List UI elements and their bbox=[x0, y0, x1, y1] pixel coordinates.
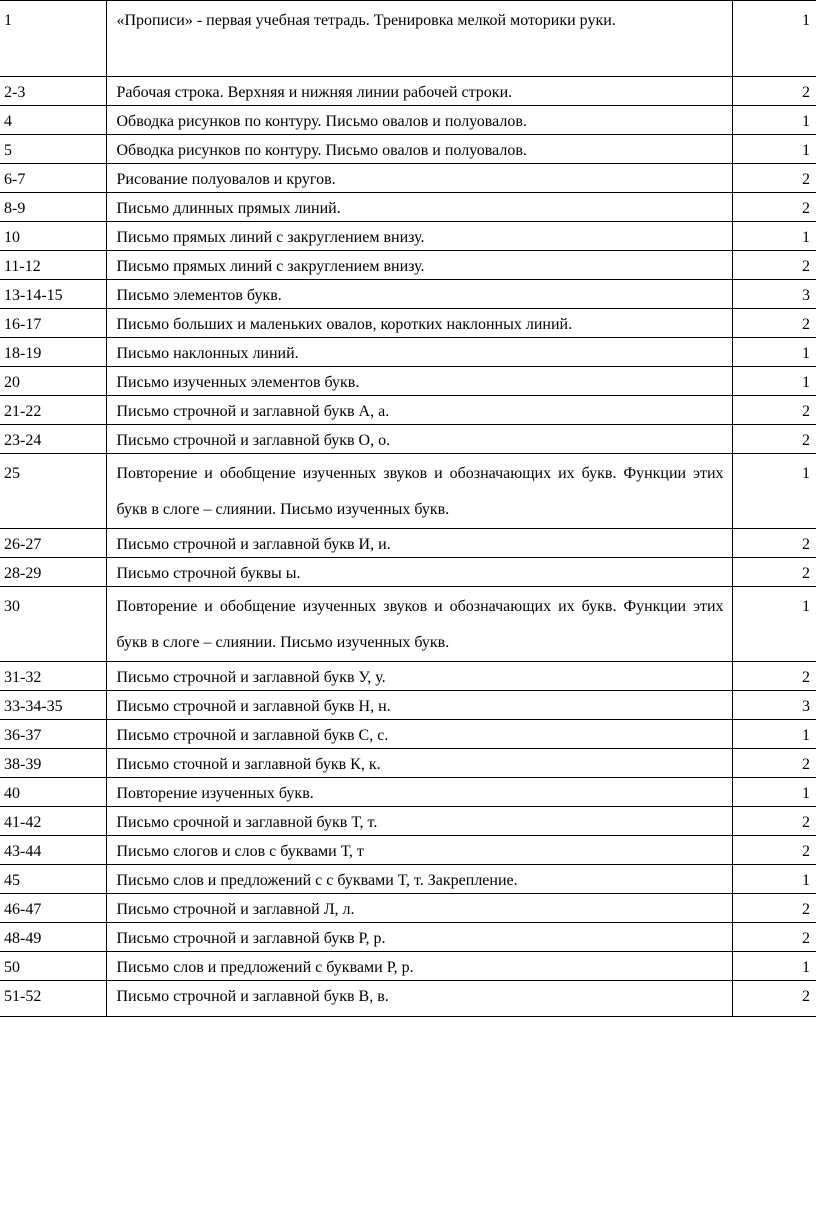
lesson-hours: 2 bbox=[732, 77, 816, 106]
lesson-number: 51-52 bbox=[0, 981, 106, 1017]
lesson-title: Письмо слов и предложений с буквами Р, р. bbox=[106, 952, 732, 981]
lesson-title: Письмо строчной и заглавной букв Р, р. bbox=[106, 923, 732, 952]
lesson-title: Письмо строчной и заглавной букв В, в. bbox=[106, 981, 732, 1017]
lesson-number: 25 bbox=[0, 454, 106, 529]
lesson-number: 41-42 bbox=[0, 807, 106, 836]
lesson-hours: 1 bbox=[732, 367, 816, 396]
table-row bbox=[0, 778, 816, 807]
lesson-hours: 1 bbox=[732, 1, 816, 77]
lesson-title: Письмо слов и предложений с с буквами Т, т. Закрепление. bbox=[106, 865, 732, 894]
lesson-hours: 2 bbox=[732, 309, 816, 338]
lesson-title: Письмо строчной и заглавной Л, л. bbox=[106, 894, 732, 923]
lesson-hours: 2 bbox=[732, 749, 816, 778]
lesson-title: Письмо срочной и заглавной букв Т, т. bbox=[106, 807, 732, 836]
table-row bbox=[0, 77, 816, 106]
lesson-hours: 2 bbox=[732, 193, 816, 222]
lesson-title: Письмо сточной и заглавной букв К, к. bbox=[106, 749, 732, 778]
table-row bbox=[0, 836, 816, 865]
lesson-title: Письмо строчной и заглавной букв И, и. bbox=[106, 529, 732, 558]
lesson-number: 23-24 bbox=[0, 425, 106, 454]
lesson-hours: 2 bbox=[732, 251, 816, 280]
lesson-hours: 1 bbox=[732, 135, 816, 164]
table-row bbox=[0, 952, 816, 981]
table-row bbox=[0, 529, 816, 558]
lesson-number: 28-29 bbox=[0, 558, 106, 587]
lesson-number: 50 bbox=[0, 952, 106, 981]
table-row bbox=[0, 749, 816, 778]
lesson-number: 18-19 bbox=[0, 338, 106, 367]
lesson-hours: 1 bbox=[732, 454, 816, 529]
lesson-hours: 2 bbox=[732, 836, 816, 865]
table-row bbox=[0, 865, 816, 894]
lesson-title: Письмо наклонных линий. bbox=[106, 338, 732, 367]
lesson-number: 26-27 bbox=[0, 529, 106, 558]
lesson-title: Обводка рисунков по контуру. Письмо овалов и полуовалов. bbox=[106, 106, 732, 135]
lesson-number: 48-49 bbox=[0, 923, 106, 952]
lesson-number: 6-7 bbox=[0, 164, 106, 193]
lesson-title: Письмо больших и маленьких овалов, коротких наклонных линий. bbox=[106, 309, 732, 338]
table-row bbox=[0, 338, 816, 367]
lesson-title: «Прописи» - первая учебная тетрадь. Тренировка мелкой моторики руки. bbox=[106, 1, 732, 77]
lesson-number: 13-14-15 bbox=[0, 280, 106, 309]
table-row bbox=[0, 309, 816, 338]
lesson-number: 16-17 bbox=[0, 309, 106, 338]
table-row bbox=[0, 691, 816, 720]
table-row bbox=[0, 135, 816, 164]
lesson-title: Письмо прямых линий с закруглением внизу. bbox=[106, 251, 732, 280]
lesson-hours: 1 bbox=[732, 338, 816, 367]
lesson-number: 38-39 bbox=[0, 749, 106, 778]
lesson-title: Письмо строчной и заглавной букв У, у. bbox=[106, 662, 732, 691]
lesson-number: 1 bbox=[0, 1, 106, 77]
lesson-number: 20 bbox=[0, 367, 106, 396]
lesson-hours: 2 bbox=[732, 981, 816, 1017]
lesson-hours: 2 bbox=[732, 164, 816, 193]
lesson-hours: 2 bbox=[732, 396, 816, 425]
table-row bbox=[0, 251, 816, 280]
lesson-title: Письмо строчной и заглавной букв О, о. bbox=[106, 425, 732, 454]
lesson-number: 4 bbox=[0, 106, 106, 135]
lesson-number: 40 bbox=[0, 778, 106, 807]
table-row bbox=[0, 280, 816, 309]
table-row bbox=[0, 558, 816, 587]
lesson-hours: 2 bbox=[732, 425, 816, 454]
lesson-number: 46-47 bbox=[0, 894, 106, 923]
lesson-title: Письмо изученных элементов букв. bbox=[106, 367, 732, 396]
table-row bbox=[0, 720, 816, 749]
lesson-title: Письмо строчной буквы ы. bbox=[106, 558, 732, 587]
lesson-hours: 1 bbox=[732, 952, 816, 981]
lesson-hours: 2 bbox=[732, 807, 816, 836]
lesson-title: Письмо длинных прямых линий. bbox=[106, 193, 732, 222]
lesson-title: Повторение изученных букв. bbox=[106, 778, 732, 807]
lesson-hours: 1 bbox=[732, 865, 816, 894]
table-row bbox=[0, 164, 816, 193]
lesson-number: 45 bbox=[0, 865, 106, 894]
table-row bbox=[0, 894, 816, 923]
lesson-title: Письмо прямых линий с закруглением внизу. bbox=[106, 222, 732, 251]
lesson-hours: 1 bbox=[732, 587, 816, 662]
lesson-number: 43-44 bbox=[0, 836, 106, 865]
lesson-title: Письмо строчной и заглавной букв Н, н. bbox=[106, 691, 732, 720]
lesson-title: Повторение и обобщение изученных звуков и обозначающих их букв. Функции этих букв в слоге – слиянии. Письмо изученных букв. bbox=[106, 587, 732, 662]
lesson-title: Рабочая строка. Верхняя и нижняя линии рабочей строки. bbox=[106, 77, 732, 106]
lesson-hours: 2 bbox=[732, 894, 816, 923]
lesson-hours: 2 bbox=[732, 529, 816, 558]
lesson-title: Обводка рисунков по контуру. Письмо овалов и полуовалов. bbox=[106, 135, 732, 164]
lesson-number: 5 bbox=[0, 135, 106, 164]
table-row bbox=[0, 1, 816, 77]
lesson-title: Повторение и обобщение изученных звуков и обозначающих их букв. Функции этих букв в слоге – слиянии. Письмо изученных букв. bbox=[106, 454, 732, 529]
lesson-number: 33-34-35 bbox=[0, 691, 106, 720]
lesson-number: 11-12 bbox=[0, 251, 106, 280]
lesson-hours: 1 bbox=[732, 222, 816, 251]
table-row bbox=[0, 923, 816, 952]
table-row bbox=[0, 807, 816, 836]
lesson-title: Рисование полуовалов и кругов. bbox=[106, 164, 732, 193]
table-row bbox=[0, 454, 816, 529]
lesson-hours: 3 bbox=[732, 691, 816, 720]
lesson-hours: 1 bbox=[732, 106, 816, 135]
table-row bbox=[0, 396, 816, 425]
table-row bbox=[0, 587, 816, 662]
lesson-hours: 2 bbox=[732, 662, 816, 691]
lesson-title: Письмо строчной и заглавной букв А, а. bbox=[106, 396, 732, 425]
lesson-title: Письмо элементов букв. bbox=[106, 280, 732, 309]
table-row bbox=[0, 106, 816, 135]
lesson-hours: 2 bbox=[732, 558, 816, 587]
lesson-number: 31-32 bbox=[0, 662, 106, 691]
lesson-number: 2-3 bbox=[0, 77, 106, 106]
lesson-title: Письмо строчной и заглавной букв С, с. bbox=[106, 720, 732, 749]
lesson-hours: 1 bbox=[732, 720, 816, 749]
table-row bbox=[0, 222, 816, 251]
table-row bbox=[0, 425, 816, 454]
table-row bbox=[0, 981, 816, 1017]
table-row bbox=[0, 367, 816, 396]
lesson-hours: 1 bbox=[732, 778, 816, 807]
lesson-hours: 2 bbox=[732, 923, 816, 952]
lesson-number: 30 bbox=[0, 587, 106, 662]
lesson-title: Письмо слогов и слов с буквами Т, т bbox=[106, 836, 732, 865]
lesson-hours: 3 bbox=[732, 280, 816, 309]
lesson-number: 8-9 bbox=[0, 193, 106, 222]
lesson-number: 10 bbox=[0, 222, 106, 251]
lesson-number: 36-37 bbox=[0, 720, 106, 749]
table-row bbox=[0, 193, 816, 222]
lesson-plan-body bbox=[0, 1, 816, 1017]
lesson-number: 21-22 bbox=[0, 396, 106, 425]
table-row bbox=[0, 662, 816, 691]
